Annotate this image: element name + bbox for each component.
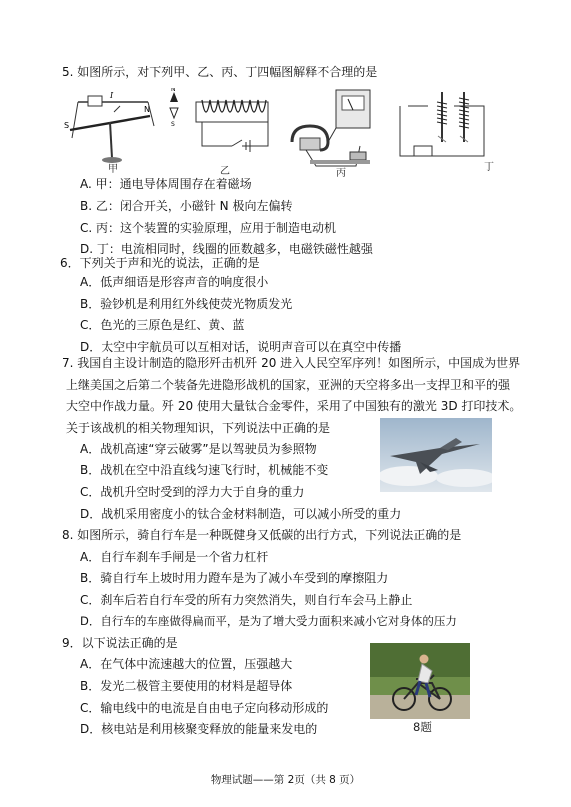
q9-stem: 9．以下说法正确的是 bbox=[62, 636, 178, 650]
q5-option-c: C. 丙：这个装置的实验原理，应用于制造电动机 bbox=[80, 221, 337, 235]
q5-label-jia: 甲 bbox=[108, 164, 118, 175]
q5-option-d: D. 丁：电流相同时，线圈的匝数越多，电磁铁磁性越强 bbox=[80, 242, 373, 256]
q5-label-yi: 乙 bbox=[220, 166, 230, 177]
q7-stem-line-3: 大空中作战力量。歼 20 使用大量钛合金零件，采用了中国独有的激光 3D 打印技术。 bbox=[66, 399, 522, 413]
q9-photo-caption: 8题 bbox=[413, 720, 432, 734]
q7-stem-line-2: 上继美国之后第二个装备先进隐形战机的国家，亚洲的天空将多出一支捍卫和平的强 bbox=[66, 378, 511, 392]
yi-n-pole: N bbox=[171, 88, 176, 93]
jia-s-pole: S bbox=[64, 121, 70, 130]
q5-option-b: B. 乙：闭合开关，小磁针 N 极向左偏转 bbox=[80, 199, 293, 213]
q9-option-a: A．在气体中流速越大的位置，压强越大 bbox=[80, 657, 293, 671]
yi-s-pole: S bbox=[171, 121, 175, 128]
q5-label-bing: 丙 bbox=[336, 168, 346, 179]
q7-option-a: A．战机高速“穿云破雾”是以驾驶员为参照物 bbox=[80, 442, 317, 456]
q7-fighter-jet-photo bbox=[380, 418, 492, 492]
q9-option-c: C．输电线中的电流是自由电子定向移动形成的 bbox=[80, 701, 329, 715]
q9-cyclist-photo bbox=[370, 643, 470, 719]
q8-option-c: C．刹车后若自行车受的所有力突然消失，则自行车会马上静止 bbox=[80, 593, 413, 607]
q5-figure-ding bbox=[394, 86, 500, 168]
q6-stem: 6．下列关于声和光的说法，正确的是 bbox=[60, 256, 260, 270]
page-footer: 物理试题——第 2页（共 8 页） bbox=[210, 774, 361, 786]
q9-option-d: D．核电站是利用核聚变释放的能量来发电的 bbox=[80, 722, 318, 736]
q8-option-d: D．自行车的车座做得扁而平，是为了增大受力面积来减小它对身体的压力 bbox=[80, 614, 457, 628]
q6-option-d: D．太空中宇航员可以互相对话，说明声音可以在真空中传播 bbox=[80, 340, 402, 354]
q5-figure-bing bbox=[286, 86, 396, 172]
q7-stem-line-1: 7. 我国自主设计制造的隐形歼击机歼 20 进入人民空军序列！如图所示，中国成为世界 bbox=[62, 356, 521, 370]
q5-option-a: A. 甲：通电导体周围存在着磁场 bbox=[80, 177, 252, 191]
jia-current-label: I bbox=[110, 91, 114, 100]
q5-label-ding: 丁 bbox=[484, 162, 494, 173]
q6-option-c: C．色光的三原色是红、黄、蓝 bbox=[80, 318, 245, 332]
jia-n-pole: N bbox=[144, 105, 150, 114]
q9-option-b: B．发光二极管主要使用的材料是超导体 bbox=[80, 679, 293, 693]
q7-option-c: C．战机升空时受到的浮力大于自身的重力 bbox=[80, 485, 305, 499]
q8-stem: 8. 如图所示，骑自行车是一种既健身又低碳的出行方式，下列说法正确的是 bbox=[62, 528, 462, 542]
q6-option-a: A．低声细语是形容声音的响度很小 bbox=[80, 275, 269, 289]
q5-figure-yi bbox=[166, 88, 286, 158]
q7-stem-line-4: 关于该战机的相关物理知识，下列说法中正确的是 bbox=[66, 421, 331, 435]
q7-option-d: D．战机采用密度小的钛合金材料制造，可以减小所受的重力 bbox=[80, 507, 402, 521]
q7-option-b: B．战机在空中沿直线匀速飞行时，机械能不变 bbox=[80, 463, 329, 477]
q6-option-b: B．验钞机是利用红外线使荧光物质发光 bbox=[80, 297, 293, 311]
q5-stem: 5. 如图所示，对下列甲、乙、丙、丁四幅图解释不合理的是 bbox=[62, 65, 378, 79]
q8-option-a: A．自行车刹车手闸是一个省力杠杆 bbox=[80, 550, 269, 564]
q8-option-b: B．骑自行车上坡时用力蹬车是为了减小车受到的摩擦阻力 bbox=[80, 571, 389, 585]
